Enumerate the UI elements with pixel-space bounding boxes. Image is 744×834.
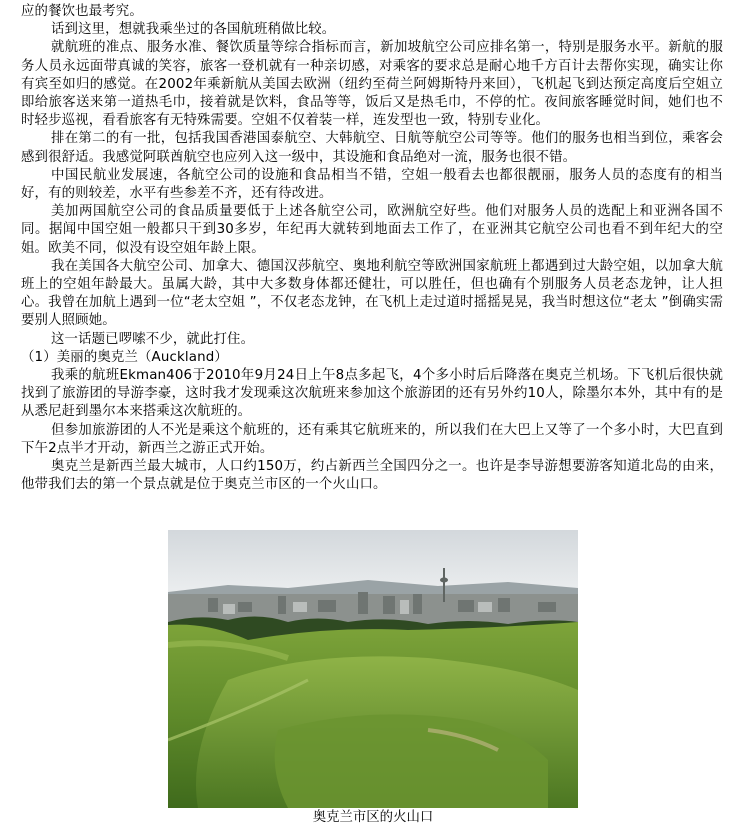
paragraph: 奥克兰是新西兰最大城市，人口约150万，约占新西兰全国四分之一。也许是李导游想要游客知道北岛的由来，他带我们去的第一个景点就是位于奥克兰市区的一个火山口。	[21, 459, 723, 493]
paragraph: 应的餐饮也最考究。	[21, 4, 143, 19]
section-heading: （1）美丽的奥克兰（Auckland）	[21, 349, 228, 365]
paragraph: 中国民航业发展速，各航空公司的设施和食品相当不错，空姐一般看去也都很靓丽，服务人员的态度有的相当好，有的则较差，水平有些参差不齐，还有待改进。	[21, 167, 723, 202]
volcano-crater-photo	[168, 530, 578, 808]
paragraph: 就航班的准点、服务水准、餐饮质量等综合指标而言，新加坡航空公司应排名第一，特别是服务水平。新航的服务人员永远面带真诚的笑容，旅客一登机就有一种亲切感，对乘客的要求总是耐心地千方百计去帮你实现，确实让你有宾至如归的感觉。在2002年乘新航从美国去欧洲（纽约至荷兰阿姆斯特丹来回），飞机起飞到达预定高度后空姐立即给旅客送来第一道热毛巾，接着就是饮料，食品等等，饭后又是热毛巾，不停的忙。夜间旅客睡觉时间，她们也不时轻步巡视，看看旅客有无特殊需要。空姐不仅着装一样，连发型也一致，特别专业化。	[21, 40, 723, 129]
paragraph: 但参加旅游团的人不光是乘这个航班的，还有乘其它航班来的，所以我们在大巴上又等了一个多小时，大巴直到下午2点半才开动，新西兰之游正式开始。	[21, 422, 723, 456]
paragraph: 这一话题已啰嗦不少，就此打住。	[51, 331, 255, 347]
figure-caption: 奥克兰市区的火山口	[312, 810, 434, 825]
paragraph: 话到这里，想就我乘坐过的各国航班稍做比较。	[51, 22, 336, 38]
paragraph: 美加两国航空公司的食品质量要低于上述各航空公司，欧洲航空好些。他们对服务人员的选配上和亚洲各国不同。据闻中国空姐一般都只干到30多岁，年纪再大就转到地面去工作了，在亚洲其它航空公司也看不到年纪大的空姐。欧美不同，似没有设空姐年龄上限。	[21, 204, 723, 256]
paragraph: 我在美国各大航空公司、加拿大、德国汉莎航空、奥地利航空等欧洲国家航班上都遇到过大龄空姐，以加拿大航班上的空姐年龄最大。虽属大龄，其中大多数身体都还健壮，可以胜任，但也确有个别服务人员老态龙钟，让人担心。我曾在加航上遇到一位“老太空姐 ”，不仅老态龙钟，在飞机上走过道时摇摇晃晃，我当时想这位“老太 ”倒确实需要别人照顾她。	[21, 258, 723, 329]
paragraph: 我乘的航班Ekman406于2010年9月24日上午8点多起飞，4个多小时后后降落在奥克兰机场。下飞机后很快就找到了旅游团的导游李豪，这时我才发现乘这次航班来参加这个旅游团的还有另外约10人，除墨尔本外，其中有的是从悉尼赶到墨尔本来搭乘这次航班的。	[21, 368, 723, 420]
paragraph: 排在第二的有一批，包括我国香港国泰航空、大韩航空、日航等航空公司等等。他们的服务也相当到位，乘客会感到很舒适。我感觉阿联酋航空也应列入这一级中，其设施和食品绝对一流，服务也很不错。	[21, 131, 723, 165]
article-body	[21, 3, 723, 494]
